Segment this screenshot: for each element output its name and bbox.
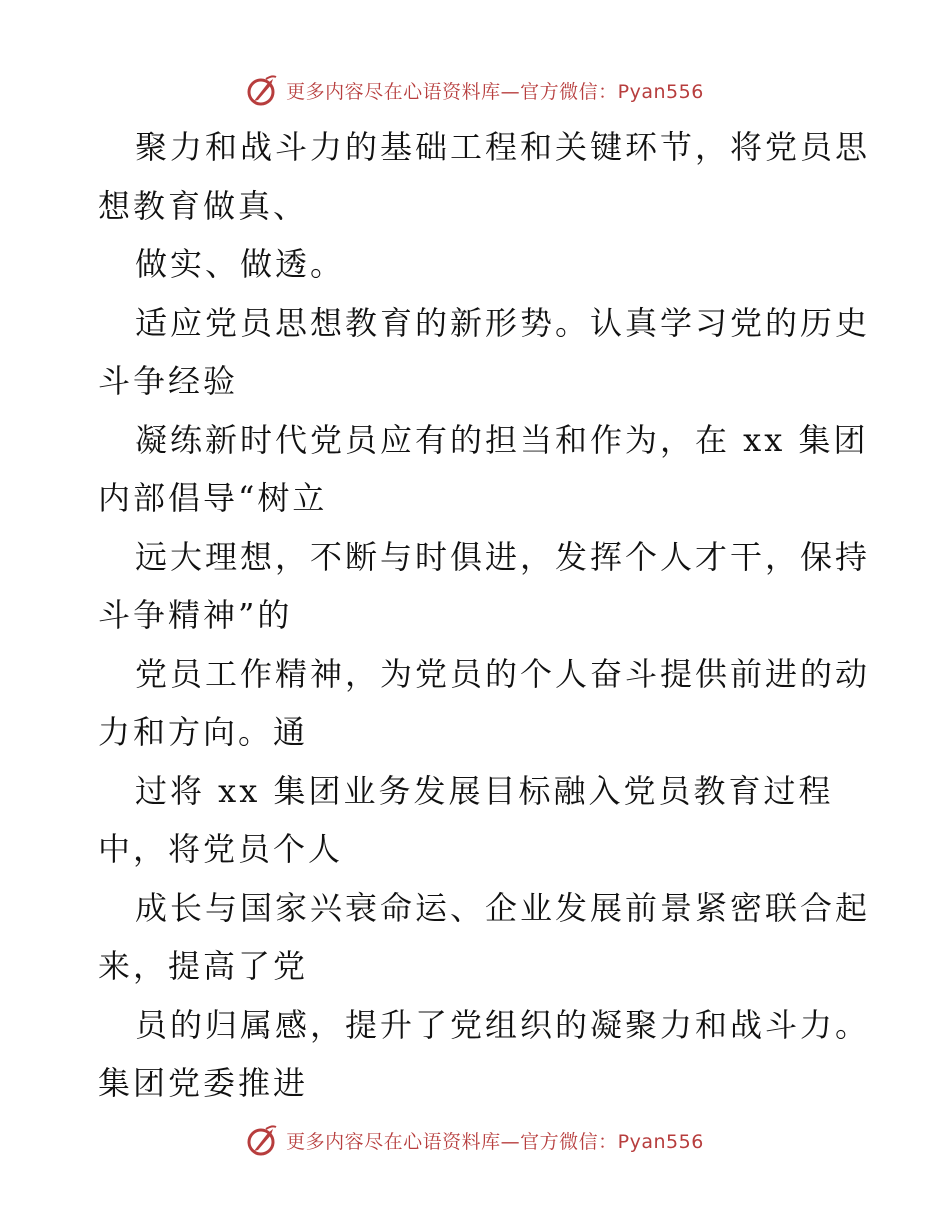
text-line: 斗争精神”的 [98, 596, 293, 634]
document-body [98, 118, 871, 1113]
text-line: 中，将党员个人 [98, 830, 344, 868]
text-line: 做实、做透。 [135, 245, 346, 283]
text-line: 斗争经验 [98, 362, 239, 400]
text-line: 成长与国家兴衰命运、企业发展前景紧密联合起 [135, 888, 871, 927]
text-line: 想教育做真、 [98, 186, 309, 225]
text-line: 聚力和战斗力的基础工程和关键环节，将党员思 [135, 128, 871, 166]
text-line: 党员工作精神，为党员的个人奋斗提供前进的动 [135, 654, 871, 693]
text-line: 远大理想，不断与时俱进，发挥个人才干，保持 [135, 537, 871, 576]
text-line: 集团党委推进 [98, 1064, 309, 1102]
text-line: 力和方向。通 [98, 713, 309, 751]
text-line: 过将 xx 集团业务发展目标融入党员教育过程 [135, 771, 834, 810]
text-line: 适应党员思想教育的新形势。认真学习党的历史 [135, 303, 871, 342]
text-line: 凝练新时代党员应有的担当和作为，在 xx 集团 [135, 420, 869, 459]
header-watermark-banner [0, 70, 950, 110]
footer-watermark-banner [0, 1120, 950, 1160]
pen-logo-icon [246, 73, 280, 107]
pen-logo-icon [246, 1123, 280, 1157]
text-line: 员的归属感，提升了党组织的凝聚力和战斗力。 [135, 1005, 871, 1044]
header-banner-text: 更多内容尽在心语资料库—官方微信：Pyan556 [286, 80, 704, 103]
text-line: 内部倡导“树立 [98, 479, 328, 517]
footer-banner-text: 更多内容尽在心语资料库—官方微信：Pyan556 [286, 1130, 704, 1153]
text-line: 来，提高了党 [98, 947, 309, 985]
